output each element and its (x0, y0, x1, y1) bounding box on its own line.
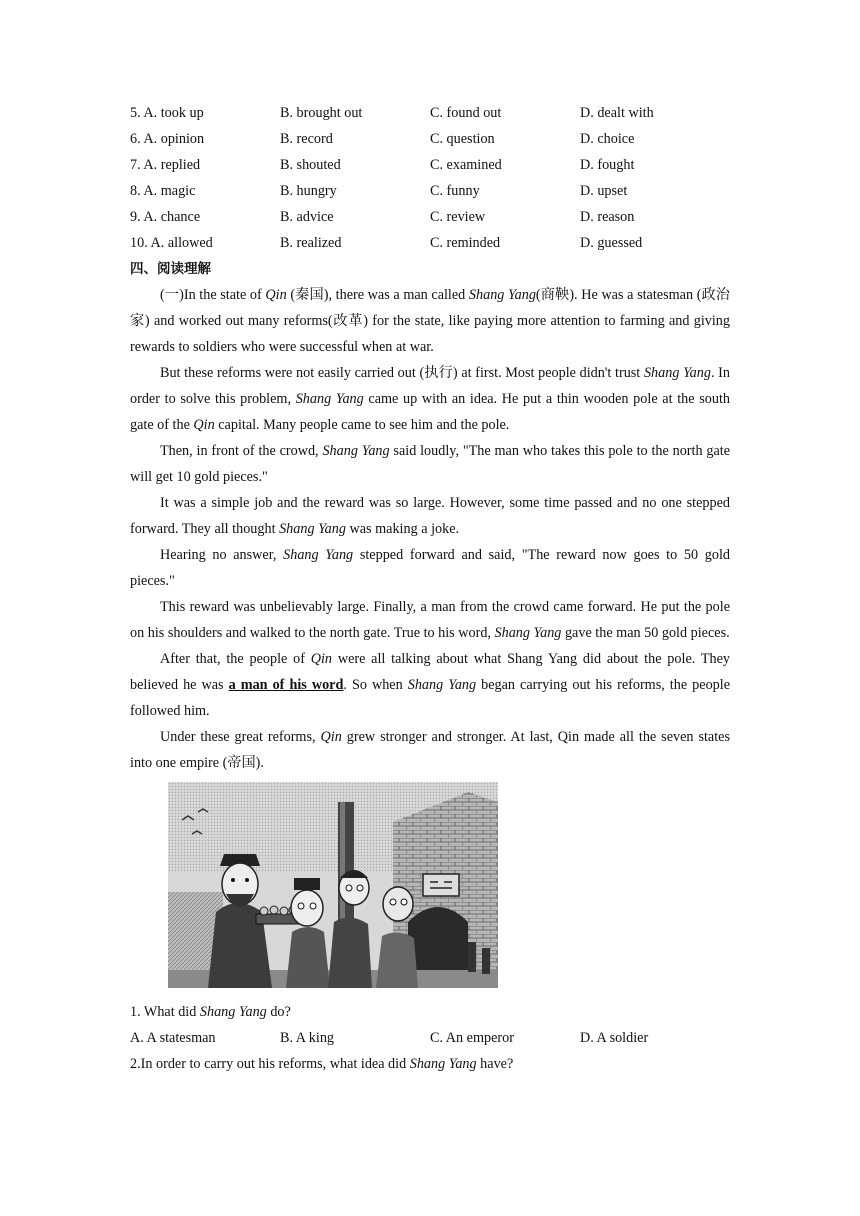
question-2: 2.In order to carry out his reforms, what idea did Shang Yang have? (130, 1056, 514, 1072)
option-a: 7. A. replied (130, 157, 201, 173)
option-d: D. reason (580, 209, 635, 225)
cloze-option-row (130, 126, 730, 152)
option-b: B. brought out (280, 105, 363, 121)
passage-paragraph-8: Under these great reforms, Qin grew stronger and stronger. At last, Qin made all the seven states into one empire (帝国). (130, 729, 730, 771)
passage-paragraph-7: After that, the people of Qin were all talking about what Shang Yang did about the pole. They believed he was a man of his word. So when Shang Yang began carrying out his reforms, the people followed him. (130, 651, 730, 719)
cloze-option-row (130, 204, 730, 230)
passage-paragraph-3: Then, in front of the crowd, Shang Yang said loudly, "The man who takes this pole to the north gate will get 10 gold pieces." (130, 443, 731, 485)
passage-paragraph-2: But these reforms were not easily carried out (执行) at first. Most people didn't trust Shang Yang. In order to solve this problem, Shang Yang came up with an idea. He put a thin wooden pole at the south gate of the Qin capital. Many people came to see him and the pole. (130, 365, 730, 433)
option-b: B. record (280, 131, 333, 147)
cloze-option-row (130, 178, 730, 204)
passage-paragraph-1: (一)In the state of Qin (秦国), there was a man called Shang Yang(商鞅). He was a statesman (政治家) and worked out many reforms(改革) for the state, like paying more attention to farming and giving rewards to soldiers who were successful when at war. (130, 287, 730, 355)
illustration-shang-yang-pole (168, 782, 498, 988)
question-1: 1. What did Shang Yang do? (130, 1004, 291, 1020)
option-b: B. realized (280, 235, 342, 251)
cloze-option-row (130, 152, 730, 178)
option-d: D. choice (580, 131, 635, 147)
option-b: B. shouted (280, 157, 341, 173)
option-c: C. An emperor (430, 1030, 514, 1046)
option-a: 6. A. opinion (130, 131, 205, 147)
option-c: C. review (430, 209, 486, 225)
option-a: 5. A. took up (130, 105, 204, 121)
option-d: D. A soldier (580, 1030, 649, 1046)
section-title: 四、阅读理解 (130, 261, 211, 277)
question-1-options (130, 1025, 730, 1051)
cloze-options (130, 100, 730, 256)
option-a: 8. A. magic (130, 183, 196, 199)
option-b: B. A king (280, 1030, 335, 1046)
option-b: B. hungry (280, 183, 337, 199)
key-phrase: a man of his word (228, 677, 344, 693)
passage-paragraph-4: It was a simple job and the reward was so large. However, some time passed and no one stepped forward. They all thought Shang Yang was making a joke. (130, 495, 730, 537)
option-c: C. funny (430, 183, 480, 199)
passage-paragraph-6: This reward was unbelievably large. Finally, a man from the crowd came forward. He put the pole on his shoulders and walked to the north gate. True to his word, Shang Yang gave the man 50 gold pieces. (130, 599, 730, 641)
cloze-option-row (130, 230, 730, 256)
option-c: C. question (430, 131, 495, 147)
option-c: C. examined (430, 157, 502, 173)
option-a: A. A statesman (130, 1030, 216, 1046)
option-b: B. advice (280, 209, 334, 225)
option-c: C. found out (430, 105, 502, 121)
option-d: D. fought (580, 157, 635, 173)
option-a: 10. A. allowed (130, 235, 213, 251)
option-d: D. dealt with (580, 105, 654, 121)
document-page (130, 100, 730, 1077)
passage-paragraph-5: Hearing no answer, Shang Yang stepped forward and said, "The reward now goes to 50 gold pieces." (130, 547, 730, 589)
cloze-option-row (130, 100, 730, 126)
option-a: 9. A. chance (130, 209, 201, 225)
option-c: C. reminded (430, 235, 501, 251)
option-d: D. guessed (580, 235, 643, 251)
option-d: D. upset (580, 183, 628, 199)
